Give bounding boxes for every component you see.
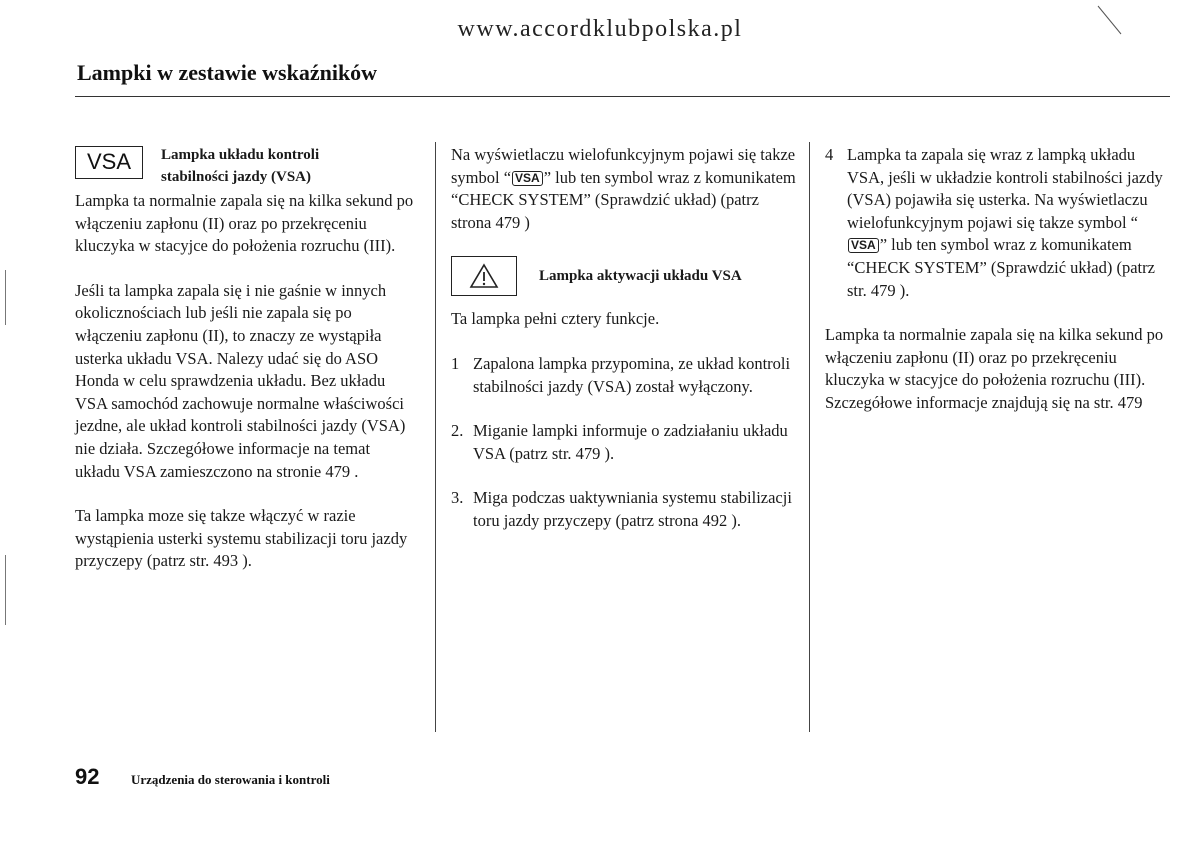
column-right [825,144,1165,415]
paragraph: Lampka ta normalnie zapala się na kilka sekund po włączeniu zapłonu (II) oraz po przekręceniu kluczyka w stacyjce do położenia rozruchu (III). [75,191,414,256]
text-run: ” lub ten symbol wraz z komunikatem “CHECK SYSTEM” (Sprawdzić układ) (patrz strona 479 ) [451,167,796,232]
list-item [451,420,801,465]
list-text [847,144,1165,302]
vsa-section-title: Lampka układu kontroli stabilności jazdy (VSA) [161,147,320,185]
paragraph: Lampka ta normalnie zapala się na kilka sekund po włączeniu zapłonu (II) oraz po przekręceniu kluczyka w stacyjce do położenia rozruchu (III). Szczegółowe informacje znajdują się na str. 479 [825,325,1164,412]
vsa-indicator-icon: VSA [75,146,143,179]
page-number: 92 [75,764,100,789]
paragraph: Jeśli ta lampka zapala się i nie gaśnie w innych okolicznościach lub jeśli nie zapala się po włączeniu zapłonu (II), to znaczy ze wystąpiła usterka układu VSA. Nalezy udać się do ASO Honda w celu sprawdzenia układu. Bez układu VSA samochód zachowuje normalne właściwości jezdne, ale układ kontroli stabilności jazdy (VSA) nie działa. Szczegółowe informacje na temat układu VSA zamieszczono na stronie 479 . [75,280,406,481]
paragraph: Ta lampka pełni cztery funkcje. [451,309,660,329]
vsa-symbol-icon: VSA [848,238,879,253]
page-title: Lampki w zestawie wskaźników [77,60,378,85]
column-divider-2 [809,142,810,732]
vsa-symbol-icon: VSA [512,171,543,186]
warning-heading [451,256,801,296]
paragraph: Ta lampka moze się takze włączyć w razie wystąpienia usterki systemu stabilizacji toru jazdy przyczepy (patrz str. 493 ). [75,506,408,571]
list-number: 2. [451,421,464,441]
text-run: ” lub ten symbol wraz z komunikatem “CHECK SYSTEM” (Sprawdzić układ) (patrz str. 479 ). [847,235,1155,300]
list-item [451,487,801,532]
list-number: 4 [825,145,834,164]
edge-scan-mark [5,555,6,625]
column-divider-1 [435,142,436,732]
header-rule [75,96,1170,97]
site-url: www.accordklubpolska.pl [457,16,743,42]
list-text: Miganie lampki informuje o zadziałaniu układu VSA (patrz str. 479 ). [473,421,788,463]
text-run: Lampka ta zapala się wraz z lampką układu VSA, jeśli w układzie kontroli stabilności jazdy (VSA) pojawiła się usterka. Na wyświetlaczu wielofunkcyjnym pojawi się takze symbol “ [847,145,1163,232]
paragraph [451,144,801,234]
corner-scan-mark [1095,4,1125,36]
list-item [451,353,801,398]
section-label: Urządzenia do sterowania i kontroli [131,772,330,787]
list-text: Zapalona lampka przypomina, ze układ kontroli stabilności jazdy (VSA) został wyłączony. [473,353,791,396]
vsa-heading [75,144,415,190]
text-run: Na wyświetlaczu wielofunkcyjnym pojawi się takze symbol “ [451,145,796,187]
list-text: Miga podczas uaktywniania systemu stabilizacji toru jazdy przyczepy (patrz strona 492 ). [473,488,792,530]
warning-triangle-icon [451,256,517,296]
column-left [75,144,415,573]
edge-scan-mark [5,270,6,325]
warning-section-title: Lampka aktywacji układu VSA [539,268,742,285]
list-item [825,144,1165,302]
column-middle [451,144,801,533]
list-number: 1 [451,353,460,373]
list-number: 3. [451,488,464,508]
